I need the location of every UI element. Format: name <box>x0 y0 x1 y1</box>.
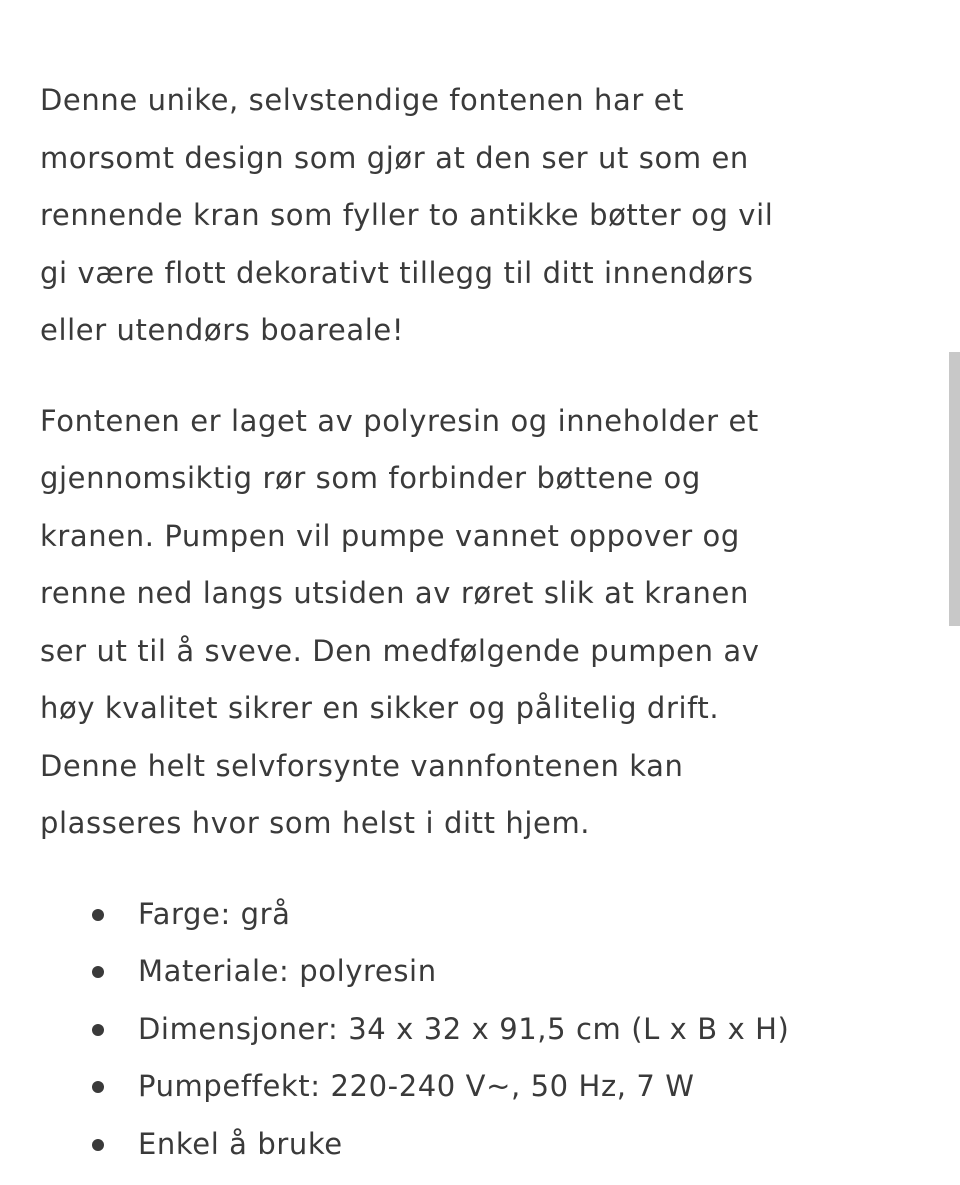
product-description <box>40 72 920 1173</box>
paragraph-line: ser ut til å sveve. Den medfølgende pumpen av <box>40 633 760 668</box>
paragraph-line: renne ned langs utsiden av røret slik at kranen <box>40 576 749 610</box>
description-paragraph-2 <box>40 393 920 853</box>
paragraph-line: Fontenen er laget av polyresin og inneholder et <box>40 403 759 438</box>
spec-item-text: Farge: grå <box>138 896 291 931</box>
bullet-icon <box>92 966 104 978</box>
spec-item <box>40 1116 920 1174</box>
bullet-icon <box>92 1024 104 1036</box>
spec-list <box>40 886 920 1174</box>
spec-item-text: Materiale: polyresin <box>138 954 437 988</box>
spec-item <box>40 943 920 1001</box>
spec-item <box>40 1058 920 1116</box>
description-paragraph-1 <box>40 72 920 360</box>
scrollbar-thumb[interactable] <box>949 352 960 626</box>
paragraph-line: eller utendørs boareale! <box>40 313 405 347</box>
paragraph-line: Denne unike, selvstendige fontenen har et <box>40 83 685 117</box>
spec-item <box>40 1001 920 1059</box>
paragraph-line: morsomt design som gjør at den ser ut som en <box>40 140 749 175</box>
paragraph-line: rennende kran som fyller to antikke bøtter og vil <box>40 198 774 232</box>
bullet-icon <box>92 1081 104 1093</box>
paragraph-line: gi være flott dekorativt tillegg til ditt innendørs <box>40 255 754 290</box>
spec-item <box>40 886 920 944</box>
paragraph-line: Denne helt selvforsynte vannfontenen kan <box>40 748 684 783</box>
bullet-icon <box>92 909 104 921</box>
paragraph-line: gjennomsiktig rør som forbinder bøttene og <box>40 461 701 495</box>
paragraph-line: plasseres hvor som helst i ditt hjem. <box>40 806 591 840</box>
bullet-icon <box>92 1139 104 1151</box>
paragraph-line: høy kvalitet sikrer en sikker og pålitelig drift. <box>40 691 720 725</box>
spec-item-text: Enkel å bruke <box>138 1126 343 1161</box>
spec-item-text: Pumpeffekt: 220-240 V~, 50 Hz, 7 W <box>138 1069 695 1103</box>
spec-item-text: Dimensjoner: 34 x 32 x 91,5 cm (L x B x H) <box>138 1011 790 1046</box>
paragraph-line: kranen. Pumpen vil pumpe vannet oppover og <box>40 518 740 553</box>
